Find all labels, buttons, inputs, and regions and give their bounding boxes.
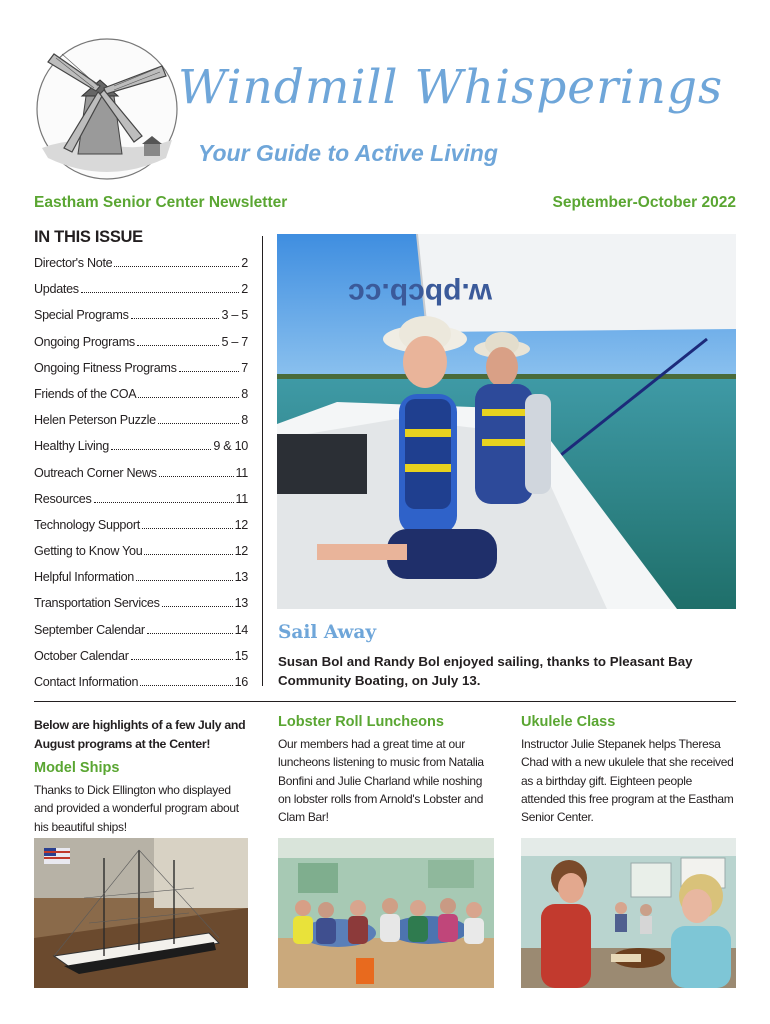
toc-item[interactable] <box>34 439 248 465</box>
toc-leader <box>81 292 239 293</box>
toc-item-label: Contact Information <box>34 675 139 689</box>
toc-item[interactable] <box>34 308 248 334</box>
toc-item[interactable] <box>34 256 248 282</box>
section-divider <box>34 701 736 702</box>
lobster-luncheon-title: Lobster Roll Luncheons <box>278 714 444 730</box>
toc-item-label: Outreach Corner News <box>34 465 157 480</box>
toc-leader <box>131 659 233 660</box>
toc-item-label: Director's Note <box>34 256 113 270</box>
toc-item[interactable] <box>34 466 248 492</box>
windmill-logo <box>34 36 180 182</box>
photo-caption-title: Sail Away <box>278 622 377 643</box>
toc-leader <box>147 633 233 634</box>
toc-item[interactable] <box>34 623 248 649</box>
toc-item-page: 11 <box>235 491 248 506</box>
toc-item-label: Helen Peterson Puzzle <box>34 413 156 428</box>
ukulele-class-text: Instructor Julie Stepanek helps Theresa Chad with a new ukulele that she received as a birthday gift. Eighteen people attended this free program at the Eastham Senior Center. <box>521 737 734 825</box>
toc-item[interactable] <box>34 282 248 308</box>
toc-item-label: Resources <box>34 491 92 506</box>
toc-item-page: 15 <box>234 648 248 663</box>
toc-item[interactable] <box>34 649 248 675</box>
toc-item-page: 2 <box>241 282 248 297</box>
model-ships-title: Model Ships <box>34 760 120 776</box>
photo-caption: Susan Bol and Randy Bol enjoyed sailing, thanks to Pleasant Bay Community Boating, on July 13. <box>278 654 693 688</box>
toc-leader <box>111 449 211 450</box>
toc-leader <box>114 266 239 267</box>
toc-item-label: Healthy Living <box>34 439 109 454</box>
toc-leader <box>138 397 239 398</box>
model-ship-photo <box>34 838 248 988</box>
toc-item-page: 7 <box>241 360 248 375</box>
center-name: Eastham Senior Center Newsletter <box>34 194 288 211</box>
toc-leader <box>140 685 232 686</box>
toc-leader <box>131 318 220 319</box>
luncheon-photo <box>278 838 494 988</box>
toc-item-page: 11 <box>235 465 248 480</box>
toc-item[interactable] <box>34 675 248 701</box>
toc-item[interactable] <box>34 596 248 622</box>
toc-item-label: Technology Support <box>34 517 140 532</box>
toc-item-label: Ongoing Programs <box>34 334 135 349</box>
toc-item[interactable] <box>34 518 248 544</box>
toc-item-label: October Calendar <box>34 648 129 663</box>
toc-leader <box>158 423 239 424</box>
newsletter-title: Windmill Whisperings <box>178 60 724 115</box>
toc-leader <box>144 554 232 555</box>
toc-item-page: 16 <box>234 675 248 689</box>
toc-item-page: 3 – 5 <box>221 308 248 323</box>
toc-item-page: 13 <box>234 596 248 611</box>
toc-heading: IN THIS ISSUE <box>34 228 143 246</box>
column-divider <box>262 236 263 686</box>
toc-leader <box>142 528 233 529</box>
toc-item-label: Getting to Know You <box>34 544 143 559</box>
toc-item[interactable] <box>34 387 248 413</box>
sail-lettering: w.pbcb.cc <box>348 277 492 310</box>
toc-item-label: September Calendar <box>34 622 145 637</box>
toc-leader <box>162 606 233 607</box>
toc-item-page: 2 <box>241 256 248 270</box>
sailing-photo <box>277 234 736 609</box>
toc-leader <box>94 502 234 503</box>
toc-item-page: 12 <box>234 544 248 559</box>
toc-item-label: Ongoing Fitness Programs <box>34 360 177 375</box>
toc-item-page: 12 <box>234 517 248 532</box>
toc-item-page: 8 <box>241 386 248 401</box>
model-ships-text: Thanks to Dick Ellington who displayed and provided a wonderful program about his beautiful ships! <box>34 783 239 834</box>
toc-item[interactable] <box>34 413 248 439</box>
toc-item-label: Friends of the COA <box>34 386 137 401</box>
toc-item-page: 14 <box>234 622 248 637</box>
toc-item-page: 13 <box>234 570 248 585</box>
toc-item[interactable] <box>34 544 248 570</box>
toc-item-label: Special Programs <box>34 308 129 323</box>
toc-item-label: Helpful Information <box>34 570 135 585</box>
toc-list <box>34 256 248 701</box>
newsletter-subtitle: Your Guide to Active Living <box>198 140 498 166</box>
toc-item-label: Transportation Services <box>34 596 160 611</box>
highlights-intro: Below are highlights of a few July and August programs at the Center! <box>34 718 246 751</box>
toc-item-page: 8 <box>241 413 248 428</box>
toc-item[interactable] <box>34 335 248 361</box>
toc-item-page: 9 & 10 <box>213 439 248 454</box>
lobster-luncheon-text: Our members had a great time at our luncheons listening to music from Natalia Bonfini and Julie Charland while noshing on lobster rolls from Arnold's Lobster and Clam Bar! <box>278 737 484 825</box>
toc-item[interactable] <box>34 361 248 387</box>
toc-leader <box>179 371 240 372</box>
toc-item[interactable] <box>34 570 248 596</box>
ukulele-class-photo <box>521 838 736 988</box>
ukulele-class-title: Ukulele Class <box>521 714 616 730</box>
toc-item[interactable] <box>34 492 248 518</box>
toc-leader <box>136 580 233 581</box>
toc-item-page: 5 – 7 <box>221 334 248 349</box>
toc-leader <box>159 476 234 477</box>
toc-item-label: Updates <box>34 282 79 297</box>
toc-leader <box>137 345 220 346</box>
issue-date: September-October 2022 <box>552 194 736 211</box>
